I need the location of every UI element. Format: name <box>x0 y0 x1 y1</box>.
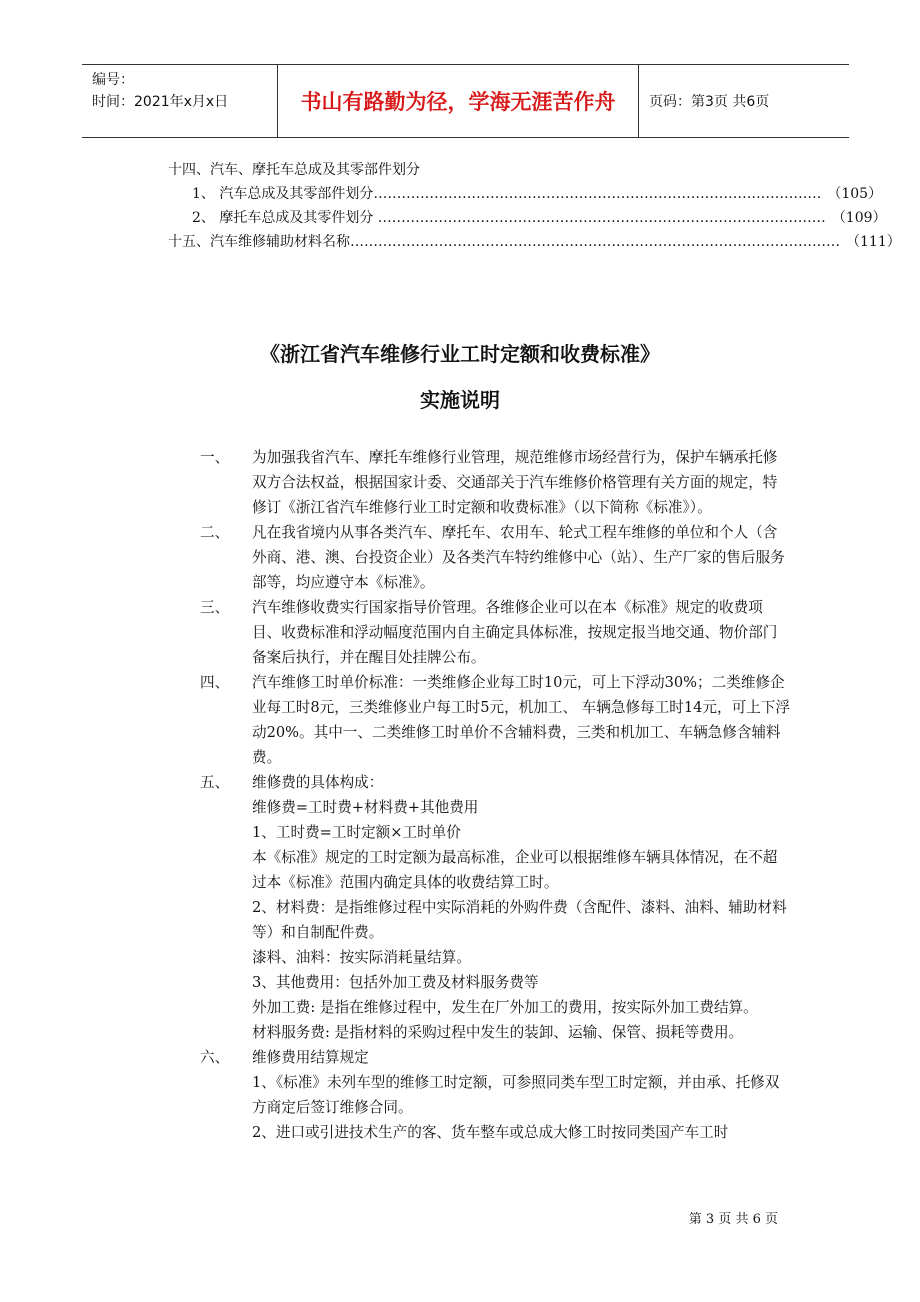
document-body <box>200 445 790 1145</box>
document-subtitle: 实施说明 <box>420 388 500 412</box>
section-text: 维修费用结算规定 <box>252 1049 369 1066</box>
paragraph: 本《标准》规定的工时定额为最高标准，企业可以根据维修车辆具体情况，在不超过本《标准》范围内确定具体的收费结算工时。 <box>252 849 778 891</box>
serial-label: 编号： <box>92 72 134 88</box>
paragraph: 漆料、油料：按实际消耗量结算。 <box>252 949 471 966</box>
paragraph: 材料服务费: 是指材料的采购过程中发生的装卸、运输、保管、损耗等费用。 <box>252 1024 744 1041</box>
section <box>200 445 790 520</box>
section-text: 维修费的具体构成： <box>252 774 384 791</box>
paragraph: 2、进口或引进技术生产的客、货车整车或总成大修工时按同类国产车工时 <box>252 1124 729 1141</box>
toc-row <box>168 230 901 254</box>
toc-label: 十四、汽车、摩托车总成及其零部件划分 <box>168 162 420 178</box>
paragraph: 1、《标准》未列车型的维修工时定额，可参照同类车型工时定额，并由承、托修双方商定后签订维修合同。 <box>252 1074 780 1116</box>
section <box>200 520 790 595</box>
section-text: 为加强我省汽车、摩托车维修行业管理，规范维修市场经营行为，保护车辆承托修双方合法权益，根据国家计委、交通部关于汽车维修价格管理有关方面的规定，特修订《浙江省汽车维修行业工时定额和收费标准》（以下简称《标准》）。 <box>252 449 778 516</box>
section-text: 汽车维修工时单价标准：一类维修企业每工时10元，可上下浮动30%；二类维修企业每工时8元，三类维修业户每工时5元，机加工、 车辆急修每工时14元，可上下浮动20%。其中一、二类维修工时单价不含辅料费，三类和机加工、车辆急修含辅料费。 <box>252 674 790 766</box>
toc-page: （109） <box>831 210 887 226</box>
toc-label: 1、 汽车总成及其零部件划分 <box>192 186 374 202</box>
section <box>200 670 790 770</box>
toc-label: 十五、汽车维修辅助材料名称 <box>168 234 350 250</box>
toc-row <box>168 206 887 230</box>
paragraph: 2、材料费：是指维修过程中实际消耗的外购件费（含配件、漆料、油料、辅助材料等）和自制配件费。 <box>252 899 787 941</box>
toc-leader: …………………………………………………………………………………… <box>373 210 826 226</box>
paragraph: 3、其他费用：包括外加工费及材料服务费等 <box>252 974 539 991</box>
toc-page: （111） <box>846 234 901 250</box>
section-text: 汽车维修收费实行国家指导价管理。各维修企业可以在本《标准》规定的收费项目、收费标准和浮动幅度范围内自主确定具体标准，按规定报当地交通、物价部门备案后执行，并在醒目处挂牌公布。 <box>252 599 778 666</box>
section-number: 一、 <box>200 449 230 466</box>
section-number: 四、 <box>200 674 230 691</box>
section-number: 三、 <box>200 599 230 616</box>
section <box>200 595 790 670</box>
toc-leader: …………………………………………………………………………………………… <box>350 234 840 250</box>
time-label: 时间：2021年x月x日 <box>92 94 229 110</box>
toc-page: （105） <box>827 186 883 202</box>
paragraph: 外加工费: 是指在维修过程中，发生在厂外加工的费用，按实际外加工费结算。 <box>252 999 758 1016</box>
section-text: 凡在我省境内从事各类汽车、摩托车、农用车、轮式工程车维修的单位和个人（含外商、港、澳、台投资企业）及各类汽车特约维修中心（站）、生产厂家的售后服务部等，均应遵守本《标准》。 <box>252 524 785 591</box>
paragraph: 1、工时费=工时定额×工时单价 <box>252 824 461 841</box>
section <box>200 770 790 795</box>
toc-row <box>168 158 788 182</box>
section-number: 六、 <box>200 1049 230 1066</box>
section-number: 二、 <box>200 524 230 541</box>
page-header <box>82 64 849 138</box>
header-meta <box>82 65 278 137</box>
toc-label: 2、 摩托车总成及其零件划分 <box>192 210 374 226</box>
paragraph: 维修费=工时费+材料费+其他费用 <box>252 799 479 816</box>
section-number: 五、 <box>200 774 230 791</box>
table-of-contents <box>168 158 901 254</box>
header-motto: 书山有路勤为径，学海无涯苦作舟 <box>278 65 639 137</box>
toc-leader: …………………………………………………………………………………… <box>373 186 822 202</box>
toc-row <box>168 182 883 206</box>
section <box>200 1045 790 1070</box>
page-footer: 第 3 页 共 6 页 <box>688 1212 778 1227</box>
header-page-label: 页码：第3页 共6页 <box>649 94 770 110</box>
document-title: 《浙江省汽车维修行业工时定额和收费标准》 <box>260 342 660 366</box>
